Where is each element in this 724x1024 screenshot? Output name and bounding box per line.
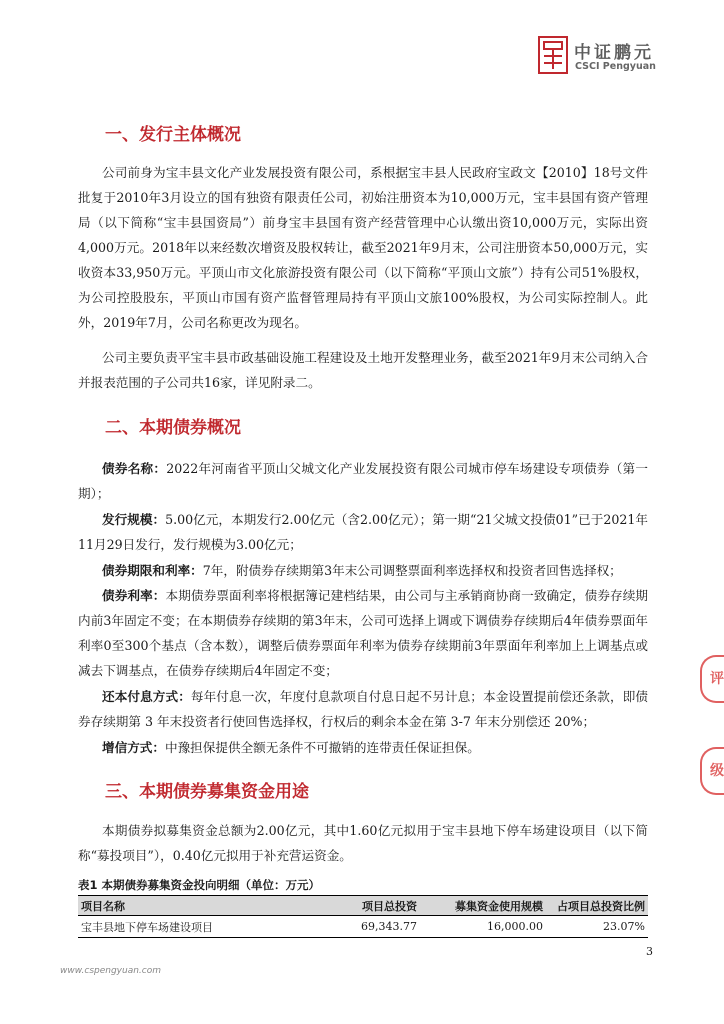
bond-item-name [78,456,648,506]
cell-total-investment: 69,343.77 [314,916,420,938]
logo-english-name: CSCI Pengyuan [575,61,656,72]
table-row [78,916,648,938]
seal-stamp-top: 评 [700,655,724,703]
cell-project-name: 宝丰县地下停车场建设项目 [78,916,314,938]
brand-logo [538,36,688,76]
section-title-bond: 二、本期债券概况 [105,418,241,438]
bond-item-text: 7年，附债券存续期第3年末公司调整票面利率选择权和投资者回售选择权； [202,563,622,578]
issuer-paragraph-1: 公司前身为宝丰县文化产业发展投资有限公司，系根据宝丰县人民政府宝政文【2010】18号文件批复于2010年3月设立的国有独资有限责任公司，初始注册资本为10,000万元，宝丰县国有资产管理局（以下简称“宝丰县国资局”）前身宝丰县国有资产经营管理中心认缴出资10,000万元，实际出资4,000万元。2018年以来经数次增资及股权转让，截至2021年9月末，公司注册资本50,000万元，实收资本33,950万元。平顶山市文化旅游投资有限公司（以下简称“平顶山文旅”）持有公司51%股权，为公司控股股东，平顶山市国有资产监督管理局持有平顶山文旅100%股权，为公司实际控制人。此外，2019年7月，公司名称更改为现名。 [78,165,648,330]
proceeds-paragraph: 本期债券拟募集资金总额为2.00亿元，其中1.60亿元拟用于宝丰县地下停车场建设项目（以下简称“募投项目”），0.40亿元拟用于补充营运资金。 [78,823,648,863]
bond-item-text: 5.00亿元，本期发行2.00亿元（含2.00亿元）；第一期“21父城文投债01”已于2021年11月29日发行，发行规模为3.00亿元； [78,512,648,552]
section-title-issuer: 一、发行主体概况 [105,125,241,145]
issuer-paragraph-2: 公司主要负责平宝丰县市政基础设施工程建设及土地开发整理业务，截至2021年9月末公司纳入合并报表范围的子公司共16家，详见附录二。 [78,350,648,390]
bond-item-rate [78,583,648,683]
proceeds-table [78,895,648,938]
bond-item-label: 债券期限和利率： [102,563,203,578]
column-header-total-investment: 项目总投资 [314,896,420,916]
footer-url: www.cspengyuan.com [60,966,162,976]
cell-proceeds-amount: 16,000.00 [420,916,546,938]
bond-item-text: 中豫担保提供全额无条件不可撤销的连带责任保证担保。 [164,740,480,755]
bond-item-text: 每年付息一次，年度付息款项自付息日起不另计息；本金设置提前偿还条款，即债券存续期第 3 年末投资者行使回售选择权，行权后的剩余本金在第 3-7 年末分别偿还 20%； [78,689,649,729]
bond-item-text: 本期债券票面利率将根据簿记建档结果，由公司与主承销商协商一致确定，债券存续期内前3年固定不变；在本期债券存续期的第3年末，公司可选择上调或下调债券存续期后4年债券票面年利率0至300个基点（含本数），调整后债券票面年利率为债券存续期前3年票面年利率加上上调基点或减去下调基点，在债券存续期后4年固定不变； [78,588,649,678]
bond-item-label: 发行规模： [102,512,166,527]
bond-item-label: 还本付息方式： [102,689,191,704]
page-number: 3 [646,945,653,958]
section-title-use-of-proceeds: 三、本期债券募集资金用途 [105,782,309,802]
cell-ratio: 23.07% [546,916,648,938]
bond-item-term [78,558,648,583]
bond-item-text: 2022年河南省平顶山父城文化产业发展投资有限公司城市停车场建设专项债券（第一期）； [78,461,648,501]
column-header-ratio: 占项目总投资比例 [546,896,648,916]
bond-item-label: 债券利率： [102,588,166,603]
seal-stamp-bottom: 级 [700,747,724,795]
pengyuan-logo-icon [538,36,568,74]
column-header-project: 项目名称 [78,896,314,916]
bond-item-label: 增信方式： [102,740,165,755]
table-caption: 表1 本期债券募集资金投向明细（单位：万元） [78,878,321,892]
bond-item-repayment [78,684,648,734]
bond-item-guarantee [78,735,648,760]
column-header-proceeds-amount: 募集资金使用规模 [420,896,546,916]
bond-item-size [78,507,648,557]
bond-item-label: 债券名称： [102,461,167,476]
table-header-row [78,896,648,916]
logo-chinese-name: 中证鹏元 [574,43,654,63]
